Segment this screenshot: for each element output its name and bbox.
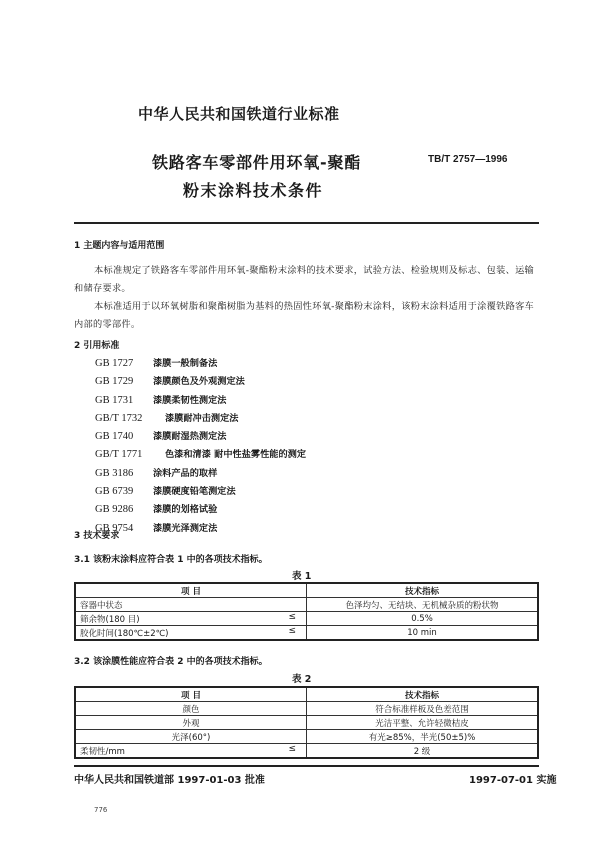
reference-name: 漆膜的划格试验 (153, 504, 218, 516)
standard-code: TB/T 2757—1996 (428, 154, 508, 165)
column-header-item: 项 目 (75, 583, 307, 598)
table-cell-value: 光洁平整、允许轻微桔皮 (307, 716, 539, 730)
table-row (75, 716, 538, 730)
section-1-paragraph-1: 本标准规定了铁路客车零部件用环氧-聚酯粉末涂料的技术要求，试验方法、检验规则及标志、包装、运输和储存要求。 (74, 265, 535, 294)
table-cell-value: 0.5% (307, 612, 539, 626)
document-title-line-1: 铁路客车零部件用环氧-聚酯 (152, 153, 362, 172)
item-label: 颜色 (182, 704, 200, 715)
reference-code: GB 3186 (95, 467, 134, 479)
reference-item (95, 428, 306, 446)
column-header-spec: 技术指标 (307, 583, 539, 598)
reference-code: GB 1727 (95, 358, 134, 369)
effective-date: 1997-07-01 实施 (469, 775, 557, 786)
column-header-spec: 技术指标 (307, 687, 539, 702)
reference-name: 色漆和清漆 耐中性盐雾性能的测定 (165, 449, 307, 461)
table-2-caption: 表 2 (292, 674, 312, 685)
item-label: 光泽(60°) (171, 732, 211, 743)
section-1-paragraph-2: 本标准适用于以环氧树脂和聚酯树脂为基料的热固性环氧-聚酯粉末涂料，该粉末涂料适用于涂覆铁路客车内部的零部件。 (74, 301, 535, 330)
table-header-row (75, 583, 538, 598)
section-2-heading: 2 引用标准 (74, 341, 120, 351)
table-1-caption: 表 1 (292, 571, 312, 582)
table-cell-item (75, 744, 307, 759)
table-cell-value: 2 级 (307, 744, 539, 759)
reference-code: GB 9754 (95, 522, 134, 534)
reference-item (95, 410, 306, 428)
reference-code: GB 9286 (95, 504, 134, 516)
reference-name: 涂料产品的取样 (153, 467, 218, 479)
table-cell-item (75, 598, 307, 612)
table-row (75, 744, 538, 759)
section-1-heading: 1 主题内容与适用范围 (74, 241, 165, 251)
item-label: 胶化时间(180℃±2℃) (80, 628, 169, 639)
column-header-item: 项 目 (75, 687, 307, 702)
item-label: 柔韧性/mm (80, 746, 125, 757)
reference-code: GB/T 1732 (95, 412, 143, 424)
table-row (75, 702, 538, 716)
reference-name: 漆膜柔韧性测定法 (153, 394, 227, 406)
table-cell-item (75, 716, 307, 730)
table-row (75, 598, 538, 612)
operator: ≤ (288, 744, 296, 754)
reference-code: GB 1740 (95, 431, 134, 443)
org-title: 中华人民共和国铁道行业标准 (138, 105, 340, 123)
table-cell-item (75, 702, 307, 716)
reference-item (95, 446, 306, 464)
clause-3-1: 3.1 该粉末涂料应符合表 1 中的各项技术指标。 (74, 555, 268, 565)
table-cell-item (75, 626, 307, 641)
reference-code: GB 6739 (95, 486, 134, 498)
reference-item (95, 465, 306, 483)
table-cell-value: 色泽均匀、无结块、无机械杂质的粉状物 (307, 598, 539, 612)
table-row (75, 730, 538, 744)
reference-item (95, 483, 306, 501)
reference-code: GB 1731 (95, 394, 134, 406)
section-3-heading: 3 技术要求 (74, 531, 120, 541)
item-label: 筛余物(180 目) (80, 614, 140, 625)
item-label: 容器中状态 (80, 600, 123, 611)
reference-item (95, 373, 306, 391)
table-2 (74, 686, 539, 759)
clause-3-2: 3.2 该涂膜性能应符合表 2 中的各项技术指标。 (74, 657, 268, 667)
item-label: 外观 (182, 718, 200, 729)
reference-item (95, 355, 306, 373)
reference-list (95, 355, 306, 538)
header-divider (74, 222, 539, 224)
table-cell-value: 符合标准样板及色差范围 (307, 702, 539, 716)
table-cell-value: 有光≥85%，半光(50±5)% (307, 730, 539, 744)
footer-divider (74, 765, 539, 767)
operator: ≤ (288, 612, 296, 622)
reference-name: 漆膜硬度铅笔测定法 (153, 486, 236, 498)
reference-item (95, 520, 306, 538)
reference-name: 漆膜耐冲击测定法 (165, 412, 239, 424)
table-row (75, 626, 538, 641)
table-cell-item (75, 612, 307, 626)
table-cell-value: 10 min (307, 626, 539, 641)
table-1 (74, 582, 539, 641)
table-row (75, 612, 538, 626)
operator: ≤ (288, 626, 296, 636)
page-number: 776 (94, 806, 108, 814)
document-title-line-2: 粉末涂料技术条件 (183, 181, 324, 200)
reference-item (95, 501, 306, 519)
reference-name: 漆膜耐湿热测定法 (153, 431, 227, 443)
table-cell-item (75, 730, 307, 744)
reference-name: 漆膜光泽测定法 (153, 522, 218, 534)
approval-line: 中华人民共和国铁道部 1997-01-03 批准 (74, 775, 265, 786)
reference-name: 漆膜颜色及外观测定法 (153, 376, 245, 388)
reference-code: GB/T 1771 (95, 449, 143, 461)
reference-name: 漆膜一般制备法 (153, 358, 218, 369)
reference-code: GB 1729 (95, 376, 134, 388)
reference-item (95, 392, 306, 410)
table-header-row (75, 687, 538, 702)
